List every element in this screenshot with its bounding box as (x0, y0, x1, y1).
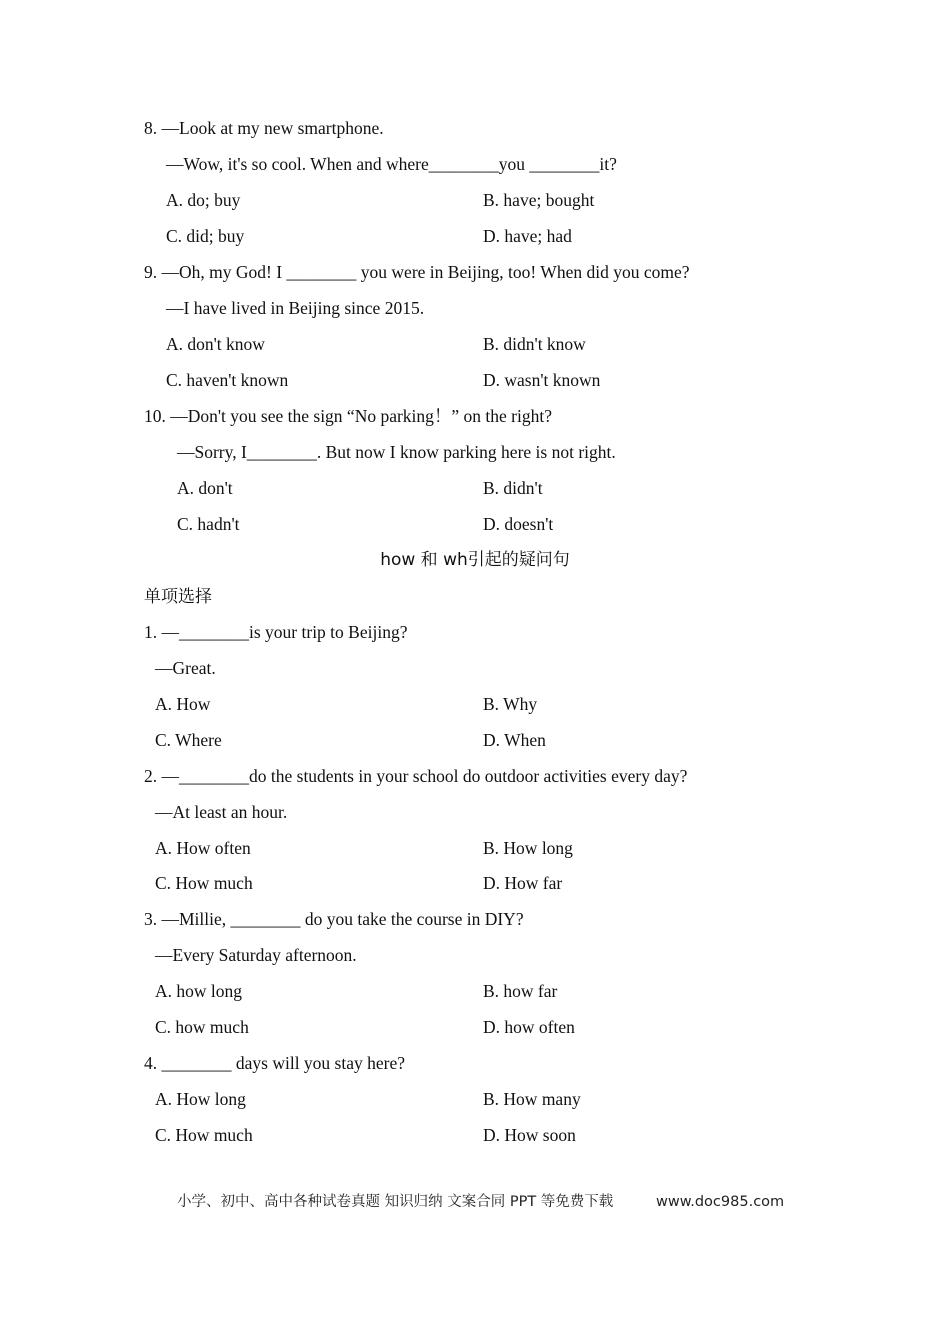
question-9-option-c: C. haven't known (166, 370, 289, 390)
question-10-option-b: B. didn't (483, 478, 543, 498)
question-8-option-d: D. have; had (483, 226, 572, 246)
question-8-reply: —Wow, it's so cool. When and where________you ________it? (166, 154, 617, 174)
question-3-option-b: B. how far (483, 981, 558, 1001)
question-2-option-b: B. How long (483, 838, 573, 858)
question-9-option-b: B. didn't know (483, 334, 586, 354)
question-1-option-c: C. Where (155, 730, 222, 750)
question-8-option-a: A. do; buy (166, 190, 241, 210)
question-10-stem: 10. —Don't you see the sign “No parking！” on the right? (144, 406, 553, 426)
question-4-option-a: A. How long (155, 1089, 246, 1109)
question-2-option-c: C. How much (155, 873, 253, 893)
question-1-reply: —Great. (155, 658, 216, 678)
question-4-stem: 4. ________ days will you stay here? (144, 1053, 405, 1073)
question-10-option-a: A. don't (177, 478, 233, 498)
footer-url[interactable]: www.doc985.com (656, 1194, 785, 1210)
section-title: how 和 wh引起的疑问句 (380, 550, 570, 570)
question-1-stem: 1. —________is your trip to Beijing? (144, 622, 408, 642)
question-4-option-d: D. How soon (483, 1125, 576, 1145)
question-10-option-d: D. doesn't (483, 514, 554, 534)
section-subtitle: 单项选择 (144, 587, 212, 607)
question-2-option-a: A. How often (155, 838, 251, 858)
question-1-option-d: D. When (483, 730, 546, 750)
question-9-stem: 9. —Oh, my God! I ________ you were in Beijing, too! When did you come? (144, 262, 690, 282)
question-10-reply: —Sorry, I________. But now I know parking here is not right. (177, 442, 616, 462)
question-8-option-c: C. did; buy (166, 226, 245, 246)
question-10-option-c: C. hadn't (177, 514, 240, 534)
question-3-option-d: D. how often (483, 1017, 575, 1037)
question-2-option-d: D. How far (483, 873, 563, 893)
question-3-option-a: A. how long (155, 981, 243, 1001)
question-9-option-a: A. don't know (166, 334, 265, 354)
question-3-option-c: C. how much (155, 1017, 249, 1037)
footer-text: 小学、初中、高中各种试卷真题 知识归纳 文案合同 PPT 等免费下载 (177, 1194, 614, 1210)
question-3-reply: —Every Saturday afternoon. (155, 945, 357, 965)
question-8-option-b: B. have; bought (483, 190, 595, 210)
question-9-reply: —I have lived in Beijing since 2015. (166, 298, 425, 318)
question-9-option-d: D. wasn't known (483, 370, 601, 390)
question-3-stem: 3. —Millie, ________ do you take the course in DIY? (144, 909, 524, 929)
question-2-stem: 2. —________do the students in your school do outdoor activities every day? (144, 766, 688, 786)
question-2-reply: —At least an hour. (155, 802, 288, 822)
question-1-option-b: B. Why (483, 694, 538, 714)
question-1-option-a: A. How (155, 694, 211, 714)
question-4-option-b: B. How many (483, 1089, 581, 1109)
question-8-stem: 8. —Look at my new smartphone. (144, 118, 384, 138)
question-4-option-c: C. How much (155, 1125, 253, 1145)
